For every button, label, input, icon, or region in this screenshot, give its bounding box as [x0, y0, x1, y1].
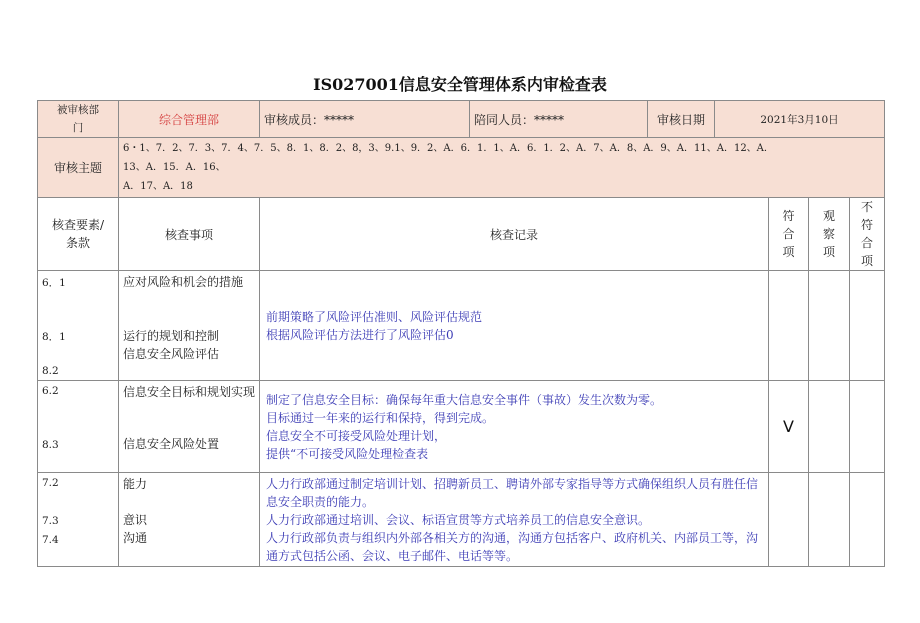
dept-label: 被审核部门: [38, 101, 119, 138]
record-text: 制定了信息安全目标：确保每年重大信息安全事件（事故）发生次数为零。: [266, 392, 663, 407]
conform-cell: [769, 271, 809, 381]
item-text: 信息安全风险处置: [123, 437, 220, 451]
item-text: 信息安全目标和规划实现: [123, 385, 256, 399]
clause-num: 8．1: [42, 331, 66, 343]
dept-value: 综合管理部: [119, 101, 260, 138]
date-label: 审核日期: [648, 101, 715, 138]
column-header-row: [38, 198, 885, 271]
header-conform: 符合项: [769, 198, 809, 271]
clause-num: 6.2: [42, 385, 59, 397]
topic-line: 6・1、7．2、7．3、7．4、7．5、8．1、8．2、8，3、9.1、9．2、A．6．1．1、A．6．1．2、A．7、A．8、A．9、A．11、A．12、A．: [123, 143, 774, 154]
nonconform-cell: [850, 271, 885, 381]
header-item: 核查事项: [119, 198, 260, 271]
record-cell: [260, 381, 769, 473]
clause-num: 6．1: [42, 277, 66, 289]
record-text: 提供“不可接受风险处理检查表: [266, 446, 429, 461]
item-cell: [119, 271, 260, 381]
record-text: 人力行政部负责与组织内外部各相关方的沟通，沟通方包括客户、政府机关、内部员工等，沟通方式包括公函、会议、电子邮件、电话等等。: [266, 531, 759, 563]
item-text: 能力: [123, 477, 148, 491]
item-text: 应对风险和机会的措施: [123, 275, 244, 289]
record-text: 根据风险评估方法进行了风险评估0: [266, 327, 454, 342]
header-clause: 核查要素/条款: [38, 198, 119, 271]
observe-cell: [809, 381, 850, 473]
header-record: 核查记录: [260, 198, 769, 271]
date-value: 2021年3月10日: [715, 101, 885, 138]
item-cell: [119, 473, 260, 567]
item-cell: [119, 381, 260, 473]
clause-num: 8.2: [42, 365, 59, 377]
record-text: 目标通过一年来的运行和保持，得到完成。: [266, 410, 495, 425]
auditor-cell: 审核成员：*****: [260, 101, 470, 138]
clause-cell: [38, 381, 119, 473]
topic-value: [119, 138, 885, 198]
record-cell: [260, 473, 769, 567]
clause-num: 8.3: [42, 439, 59, 451]
clause-num: 7.3: [42, 515, 59, 527]
topic-line: 13、A．15．A．16、: [123, 162, 226, 173]
clause-cell: [38, 473, 119, 567]
header-observe: 观察项: [809, 198, 850, 271]
record-text: 前期策略了风险评估准则、风险评估规范: [266, 309, 483, 324]
observe-cell: [809, 473, 850, 567]
topic-row: [38, 138, 885, 198]
clause-num: 7.2: [42, 477, 59, 489]
record-text: 人力行政部通过培训、会议、标语宣贯等方式培养员工的信息安全意识。: [266, 513, 651, 527]
audit-checklist-table: [37, 100, 885, 567]
nonconform-cell: [850, 381, 885, 473]
item-text: 信息安全风险评估: [123, 347, 220, 361]
info-row: [38, 101, 885, 138]
record-cell: [260, 271, 769, 381]
header-nonconform: 不符合项: [850, 198, 885, 271]
clause-num: 7.4: [42, 534, 59, 546]
table-row: [38, 381, 885, 473]
record-text: 人力行政部通过制定培训计划、招聘新员工、聘请外部专家指导等方式确保组织人员有胜任信息安全职责的能力。: [266, 477, 759, 509]
record-text: 信息安全不可接受风险处理计划，: [266, 428, 447, 443]
clause-cell: [38, 271, 119, 381]
nonconform-cell: [850, 473, 885, 567]
table-row: [38, 271, 885, 381]
observe-cell: [809, 271, 850, 381]
table-row: [38, 473, 885, 567]
companion-cell: 陪同人员：*****: [470, 101, 648, 138]
item-text: 意识: [123, 513, 148, 527]
conform-cell: [769, 473, 809, 567]
conform-cell: V: [769, 381, 809, 473]
page-title: IS027001信息安全管理体系内审检查表: [313, 75, 607, 94]
item-text: 运行的规划和控制: [123, 329, 220, 343]
topic-label: 审核主题: [38, 138, 119, 198]
item-text: 沟通: [123, 531, 148, 545]
topic-line: A．17、A．18: [123, 181, 193, 192]
